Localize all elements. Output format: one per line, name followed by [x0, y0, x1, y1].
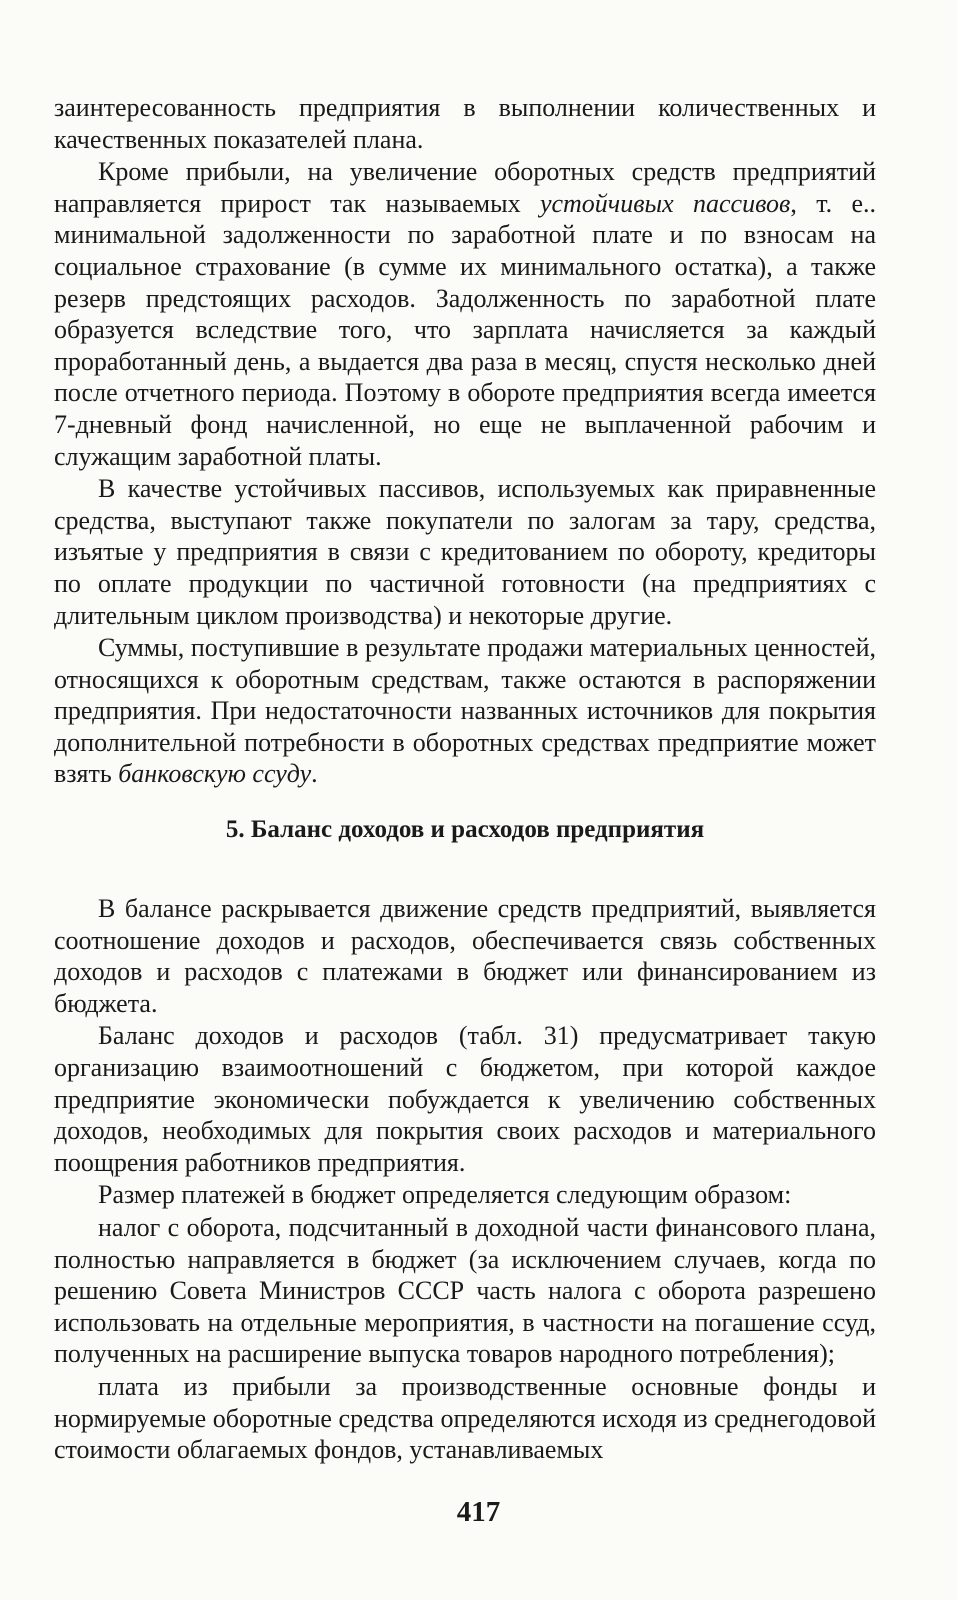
- emphasis-term: устойчивых пассивов: [539, 188, 791, 218]
- paragraph-payments: Размер платежей в бюджет определяется следующим образом:: [98, 1180, 792, 1210]
- paragraph-bank-loan: Суммы, поступившие в результате продажи материальных ценностей, относящихся к оборотным средствам, также остаются в распоряжении предприятия. При недостаточности названных источников для покрытия дополнительной потребности в оборотных средствах предприятие может взять банковскую ссуду.: [54, 633, 876, 789]
- emphasis-term: банковскую ссуду: [118, 759, 312, 789]
- paragraph-continuation: заинтересованность предприятия в выполнении количественных и качественных показателей плана.: [54, 93, 876, 154]
- paragraph-equated-funds: В качестве устойчивых пассивов, используемых как приравненные средства, выступают также покупатели по залогам за тару, средства, изъятые у предприятия в связи с кредитованием по обороту, кредиторы по оплате продукции по частичной готовности (на предприятиях с длительным циклом производства) и некоторые другие.: [54, 474, 876, 630]
- paragraph-balance-table: Баланс доходов и расходов (табл. 31) предусматривает такую организацию взаимоотношений с бюджетом, при которой каждое предприятие экономически побуждается к увеличению собственных доходов, необходимых для покрытия своих расходов и материального поощрения работников предприятия.: [54, 1021, 876, 1177]
- paragraph-turnover-tax: налог с оборота, подсчитанный в доходной части финансового плана, полностью направляется в бюджет (за исключением случаев, когда по решению Совета Министров СССР часть налога с оборота разрешено использовать на отдельные мероприятия, в частности на погашение ссуд, полученных на расширение выпуска товаров народного потребления);: [54, 1213, 876, 1369]
- paragraph-balance-intro: В балансе раскрывается движение средств предприятий, выявляется соотношение доходов и расходов, обеспечивается связь собственных доходов и расходов с платежами в бюджет или финансированием из бюджета.: [54, 894, 876, 1018]
- body-text: [54, 92, 876, 1466]
- paragraph-profit-charge: плата из прибыли за производственные основные фонды и нормируемые оборотные средства определяются исходя из среднегодовой стоимости облагаемых фондов, устанавливаемых: [54, 1371, 876, 1465]
- section-heading: 5. Баланс доходов и расходов предприятия: [225, 816, 705, 844]
- page-number: 417: [456, 1496, 501, 1528]
- paragraph-stable-liabilities: Кроме прибыли, на увеличение оборотных средств предприятий направляется прирост так называемых устойчивых пассивов, т. е.. минимальной задолженности по заработной плате и по взносам на социальное страхование (в сумме их минимального остатка), а также резерв предстоящих расходов. Задолженность по заработной плате образуется вследствие того, что зарплата начисляется за каждый проработанный день, а выдается два раза в месяц, спустя несколько дней после отчетного периода. Поэтому в обороте предприятия всегда имеется 7-дневный фонд начисленной, но еще не выплаченной рабочим и служащим заработной платы.: [54, 157, 876, 471]
